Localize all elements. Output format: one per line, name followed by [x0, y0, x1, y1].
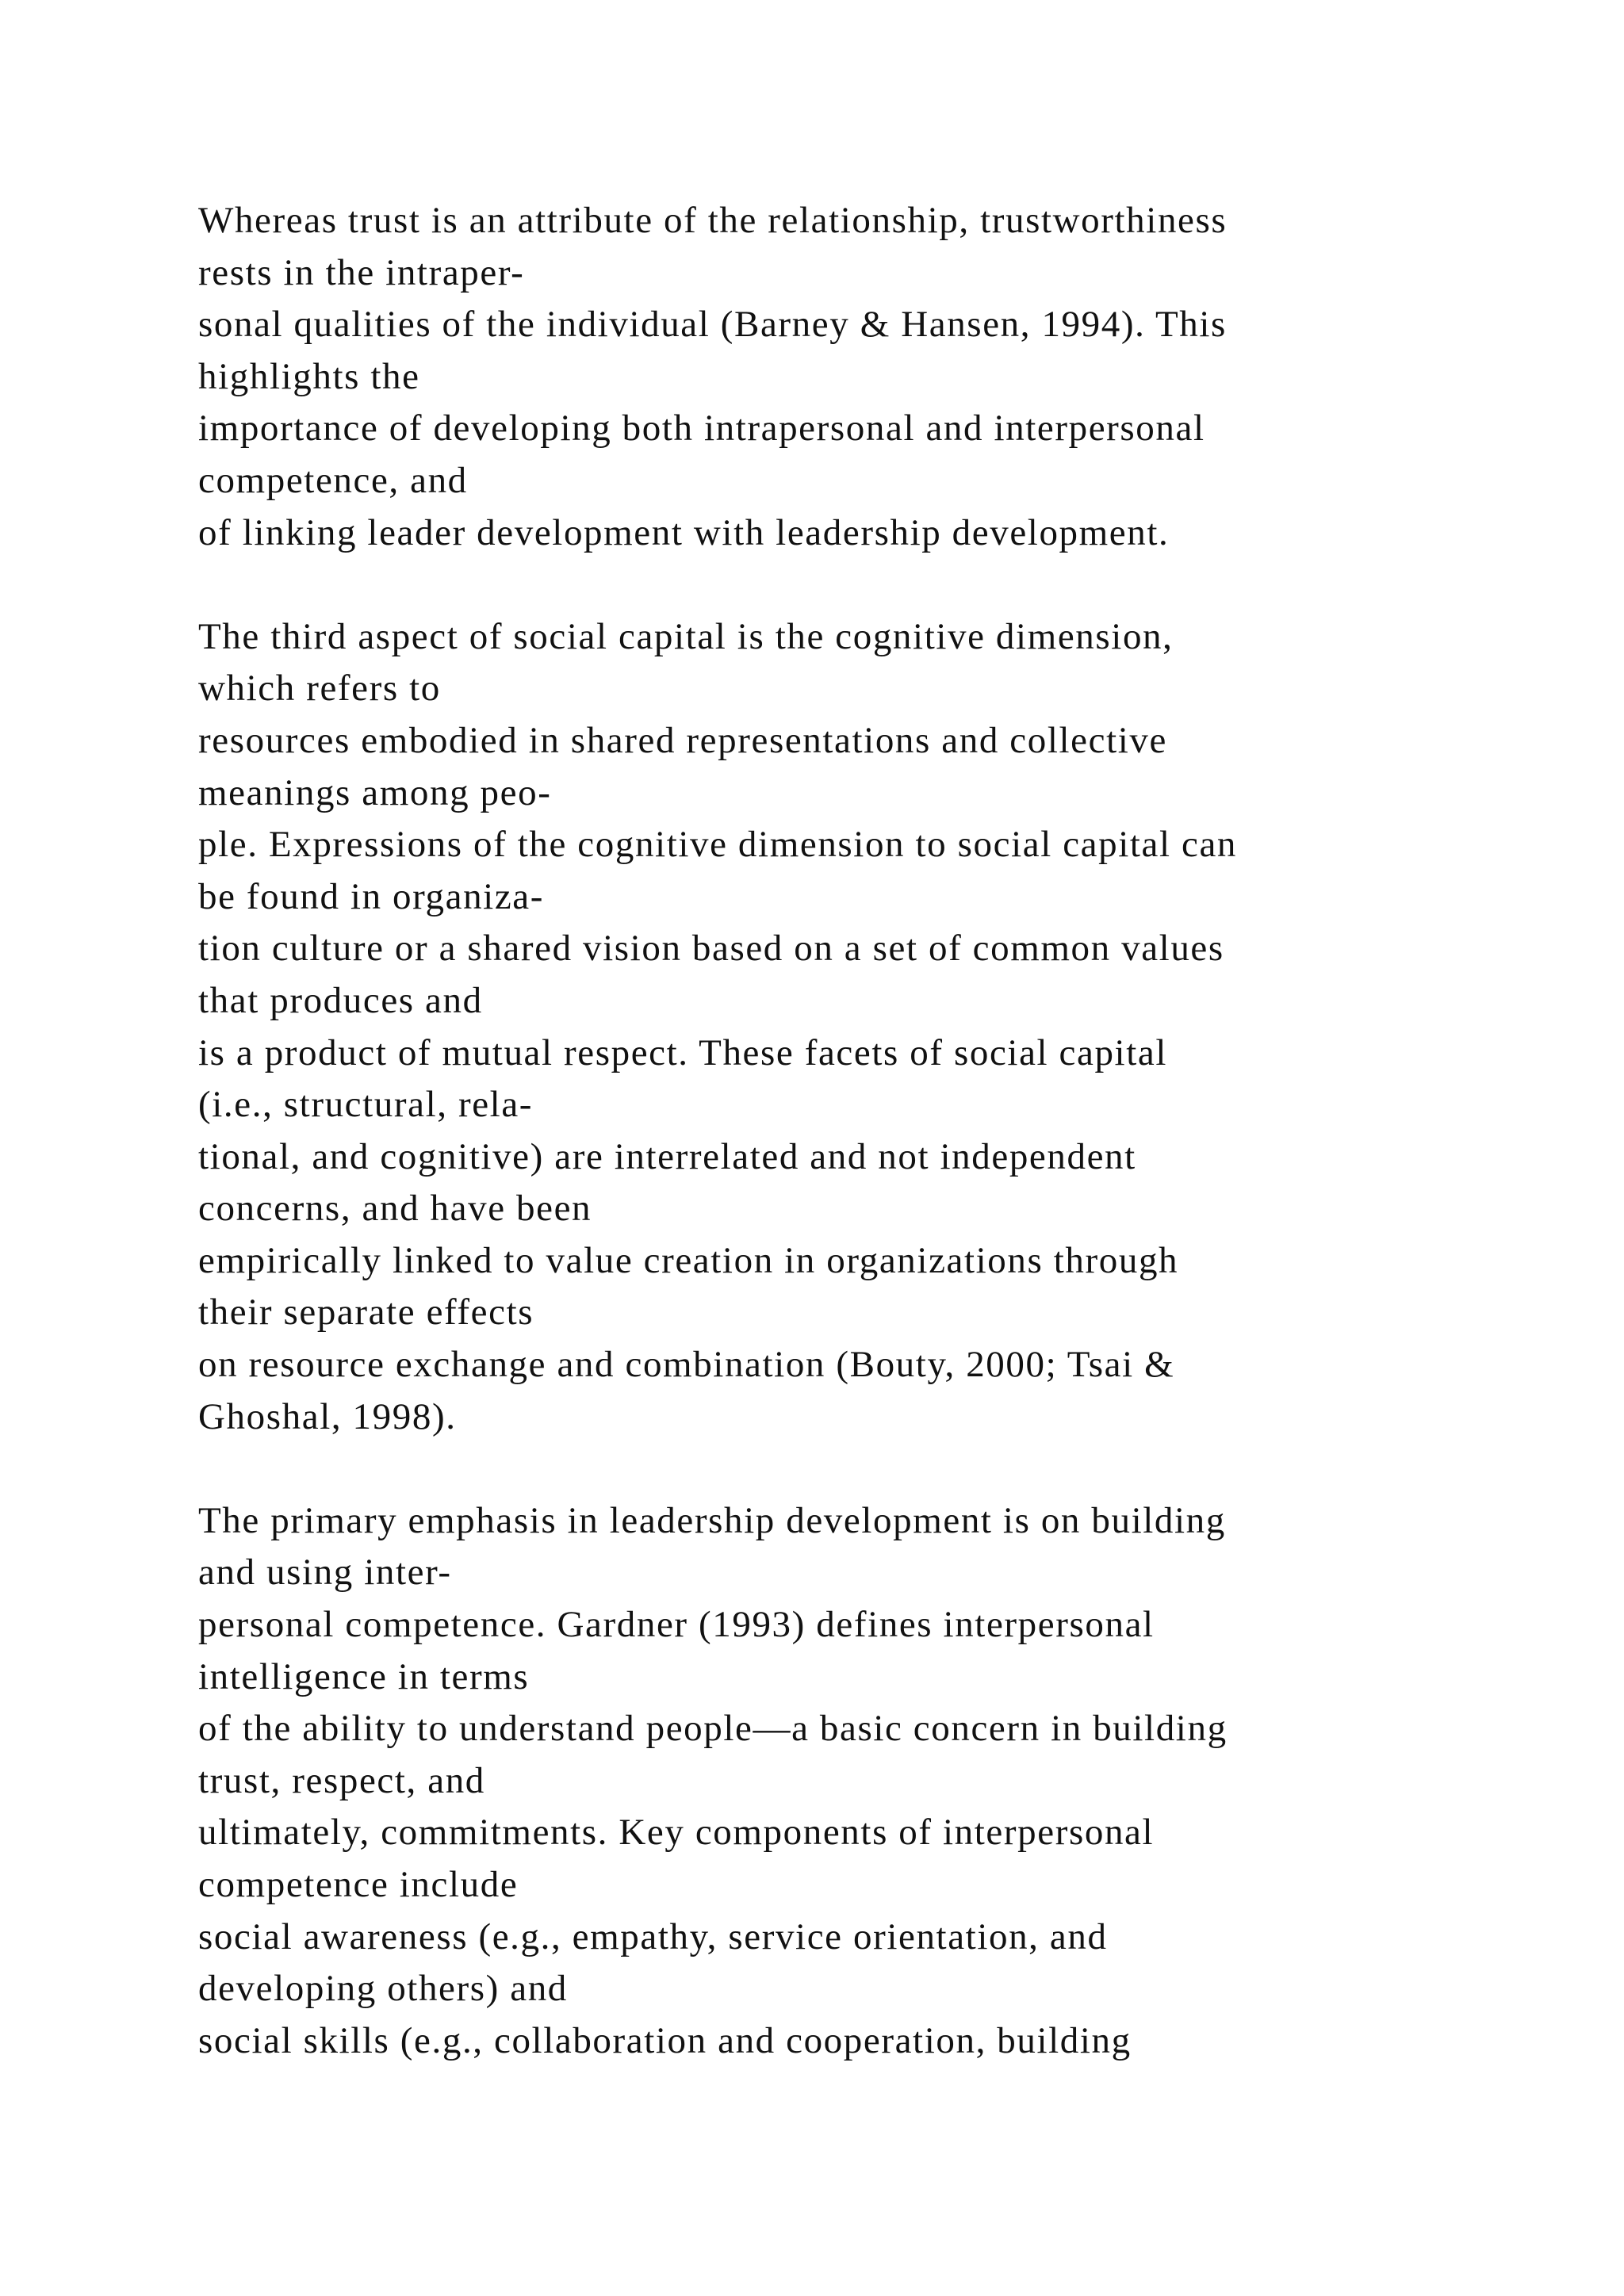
text-line: of the ability to understand people—a basic concern in building — [198, 1708, 1228, 1750]
text-line: social awareness (e.g., empathy, service orientation, and — [198, 1915, 1108, 1957]
paragraph-cognitive-dimension — [198, 611, 1530, 1444]
text-line: social skills (e.g., collaboration and cooperation, building — [198, 2019, 1132, 2061]
text-line: The third aspect of social capital is the cognitive dimension, — [198, 615, 1174, 657]
text-line: tion culture or a shared vision based on a set of common values — [198, 928, 1224, 970]
text-line: resources embodied in shared representations and collective — [198, 719, 1167, 761]
text-line: of linking leader development with leadership development. — [198, 511, 1170, 553]
text-line: developing others) and — [198, 1968, 568, 2010]
text-line: is a product of mutual respect. These facets of social capital — [198, 1031, 1167, 1073]
text-line: importance of developing both intrapersonal and interpersonal — [198, 408, 1205, 450]
text-line: on resource exchange and combination (Bouty, 2000; Tsai & — [198, 1344, 1175, 1386]
text-line: that produces and — [198, 979, 483, 1021]
text-line: Ghoshal, 1998). — [198, 1395, 457, 1437]
text-line: The primary emphasis in leadership development is on building — [198, 1499, 1226, 1541]
text-line: and using inter- — [198, 1552, 452, 1594]
text-line: personal competence. Gardner (1993) defines interpersonal — [198, 1604, 1155, 1646]
text-line: sonal qualities of the individual (Barney & Hansen, 1994). This — [198, 304, 1227, 346]
paragraph-trustworthiness — [198, 195, 1530, 559]
text-line: rests in the intraper- — [198, 251, 525, 293]
text-line: competence, and — [198, 459, 468, 501]
text-line: tional, and cognitive) are interrelated and not independent — [198, 1135, 1136, 1177]
text-line: be found in organiza- — [198, 875, 545, 917]
text-line: trust, respect, and — [198, 1759, 485, 1801]
document-body — [198, 195, 1530, 2119]
text-line: which refers to — [198, 668, 441, 710]
text-line: their separate effects — [198, 1292, 534, 1334]
text-line: ultimately, commitments. Key components of interpersonal — [198, 1812, 1155, 1854]
text-line: empirically linked to value creation in organizations through — [198, 1239, 1179, 1281]
text-line: competence include — [198, 1864, 519, 1905]
text-line: concerns, and have been — [198, 1188, 592, 1230]
paragraph-leadership-development — [198, 1495, 1530, 2068]
text-line: (i.e., structural, rela- — [198, 1084, 534, 1126]
text-line: Whereas trust is an attribute of the relationship, trustworthiness — [198, 200, 1228, 241]
text-line: ple. Expressions of the cognitive dimension to social capital can — [198, 824, 1238, 866]
text-line: meanings among peo- — [198, 771, 552, 813]
text-line: intelligence in terms — [198, 1655, 530, 1697]
text-line: highlights the — [198, 355, 420, 397]
